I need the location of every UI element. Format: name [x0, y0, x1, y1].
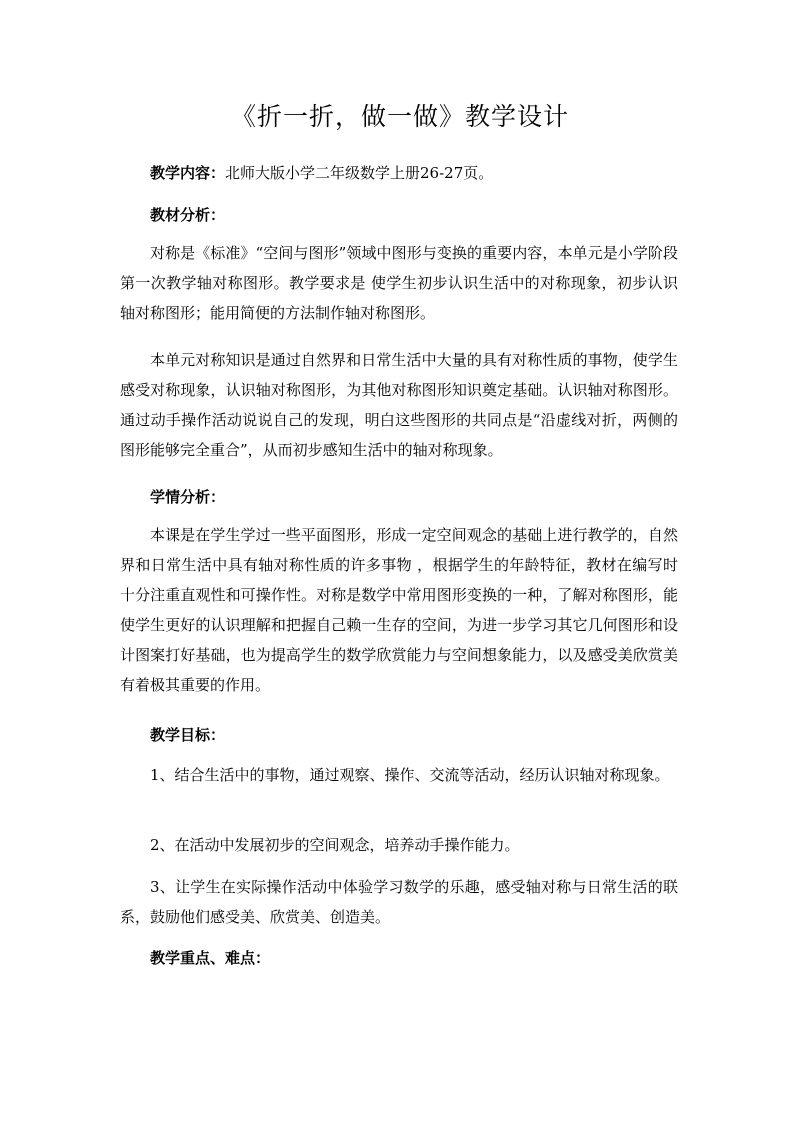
- key-points-heading: 教学重点、难点：: [150, 949, 271, 967]
- teaching-goals-heading: 教学目标：: [150, 726, 226, 744]
- teaching-content-value: 北师大版小学二年级数学上册26-27页。: [225, 164, 494, 182]
- student-analysis-paragraph: 本课是在学生学过一些平面图形，形成一定空间观念的基础上进行教学的，自然界和日常生活中具有轴对称性质的许多事物 ，根据学生的年龄特征，教材在编写时十分注重直观性和可操作性。对称是数学中常用图形变换的一种，了解对称图形，能使学生更好的认识理解和把握自己赖一生存的空间，为进一步学习其它几何图形和设计图案打好基础，也为提高学生的数学欣赏能力与空间想象能力，以及感受美欣赏美有着极其重要的作用。: [120, 526, 678, 694]
- textbook-analysis-heading: 教材分析：: [150, 206, 226, 224]
- textbook-analysis-paragraph-2: 本单元对称知识是通过自然界和日常生活中大量的具有对称性质的事物，使学生感受对称现象，认识轴对称图形，为其他对称图形知识奠定基础。认识轴对称图形。通过动手操作活动说说自己的发现，明白这些图形的共同点是“沿虚线对折，两侧的图形能够完全重合”，从而初步感知生活中的轴对称现象。: [120, 351, 678, 459]
- textbook-analysis-paragraph-1: 对称是《标准》“空间与图形”领域中图形与变换的重要内容，本单元是小学阶段第一次教学轴对称图形。教学要求是 使学生初步认识生活中的对称现象，初步认识轴对称图形；能用简便的方法制作轴对称图形。: [120, 244, 678, 322]
- page-title: 《折一折，做一做》教学设计: [230, 102, 569, 131]
- teaching-goal-2: 2、在活动中发展初步的空间观念，培养动手操作能力。: [150, 836, 520, 854]
- student-analysis-heading: 学情分析：: [150, 488, 226, 506]
- teaching-content-line: [150, 158, 493, 188]
- teaching-content-label: 教学内容：: [150, 164, 226, 182]
- teaching-goal-1: 1、结合生活中的事物，通过观察、操作、交流等活动，经历认识轴对称现象。: [150, 766, 670, 784]
- teaching-goal-3: 3、让学生在实际操作活动中体验学习数学的乐趣，感受轴对称与日常生活的联系，鼓励他们感受美、欣赏美、创造美。: [120, 878, 678, 926]
